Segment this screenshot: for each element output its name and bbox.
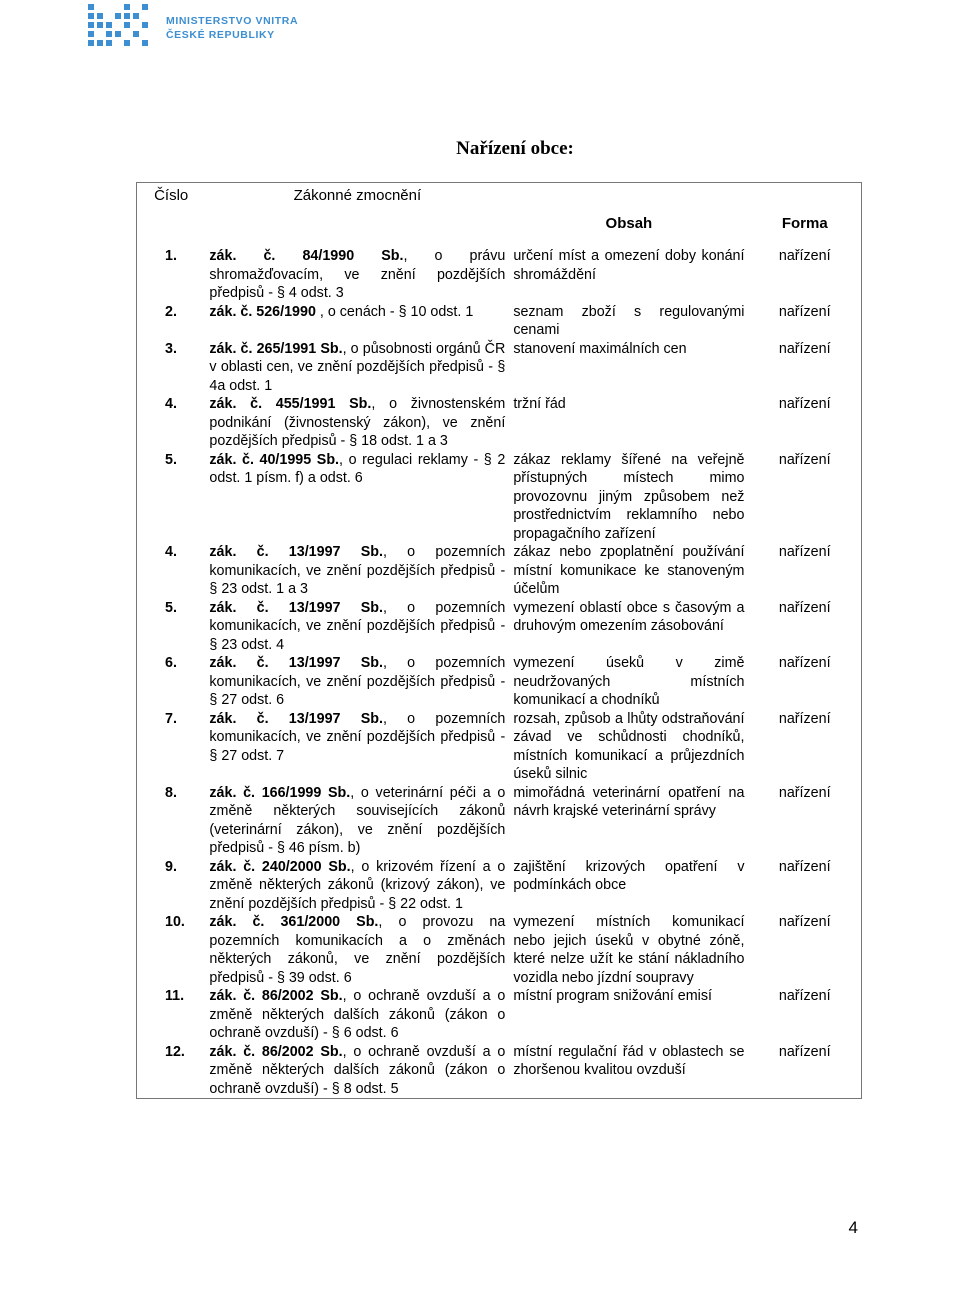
row-number: 6. bbox=[165, 655, 177, 671]
row-form: nařízení bbox=[778, 340, 831, 357]
row-content: stanovení maximálních cen bbox=[513, 340, 687, 357]
row-content: zákaz reklamy šířené na veřejně přístupných místech mimo provozovnu jiným způsobem než prostřednictvím reklamního nebo propagačního zařízení bbox=[513, 451, 745, 542]
table-row bbox=[137, 913, 862, 987]
row-number: 12. bbox=[165, 1043, 185, 1060]
row-authorization-law: zák. č. 240/2000 Sb. bbox=[209, 858, 351, 875]
row-form: nařízení bbox=[778, 710, 831, 727]
row-number: 5. bbox=[165, 451, 177, 468]
row-authorization bbox=[205, 710, 509, 784]
row-authorization-law: zák. č. 361/2000 Sb. bbox=[209, 914, 379, 930]
ministry-logo-icon bbox=[86, 2, 158, 54]
page-number: 4 bbox=[848, 1218, 858, 1237]
row-form: nařízení bbox=[778, 914, 831, 930]
row-number: 4. bbox=[165, 396, 177, 412]
ministry-name bbox=[166, 14, 298, 42]
row-authorization-law: zák. č. 84/1990 Sb. bbox=[209, 248, 404, 264]
row-content: místní program snižování emisí bbox=[513, 988, 712, 1004]
ministry-name-line1: MINISTERSTVO VNITRA bbox=[166, 15, 299, 27]
row-authorization-text: , o ochraně ovzduší a o změně některých dalších zákonů (zákon o ochraně ovzduší) - § 6 odst. 6 bbox=[209, 988, 506, 1041]
table-row bbox=[137, 543, 862, 599]
table-row bbox=[137, 858, 862, 914]
row-authorization-text: , o provozu na pozemních komunikacích a o změnách některých zákonů, ve znění pozdějších předpisů - § 39 odst. 6 bbox=[209, 914, 506, 986]
row-content: vymezení oblastí obce s časovým a druhovým omezením zásobování bbox=[513, 599, 745, 634]
table-row bbox=[137, 987, 862, 1043]
row-authorization-text: , o ochraně ovzduší a o změně některých dalších zákonů (zákon o ochraně ovzduší) - § 8 odst. 5 bbox=[209, 1043, 506, 1097]
regulations-table bbox=[136, 182, 862, 1099]
table-body bbox=[137, 247, 862, 1099]
row-number: 11. bbox=[165, 988, 185, 1004]
row-number: 2. bbox=[165, 303, 177, 320]
row-content: vymezení místních komunikací nebo jejich úseků v obytné zóně, které nelze užít ke stání nákladního vozidla nebo jízdní soupravy bbox=[513, 914, 745, 986]
row-authorization bbox=[205, 303, 509, 340]
row-number: 4. bbox=[165, 544, 177, 560]
table-row bbox=[137, 599, 862, 655]
table-row bbox=[137, 395, 862, 451]
row-number: 1. bbox=[165, 248, 177, 264]
row-authorization bbox=[205, 858, 509, 914]
row-authorization-text: , o pozemních komunikacích, ve znění pozdějších předpisů - § 27 odst. 6 bbox=[209, 655, 506, 708]
table-row bbox=[137, 654, 862, 710]
row-authorization-law: zák. č. 86/2002 Sb. bbox=[209, 1043, 343, 1060]
row-form: nařízení bbox=[778, 599, 831, 616]
row-authorization-law: zák. č. 166/1999 Sb. bbox=[209, 784, 351, 801]
row-authorization-law: zák. č. 265/1991 Sb. bbox=[209, 340, 343, 357]
row-authorization-law: zák. č. 13/1997 Sb. bbox=[209, 599, 383, 616]
column-header-number: Číslo bbox=[154, 187, 189, 204]
column-header-form: Forma bbox=[781, 214, 828, 232]
row-authorization bbox=[205, 395, 509, 451]
row-content: vymezení úseků v zimě neudržovaných místních komunikací a chodníků bbox=[513, 655, 745, 708]
ministry-name-line2: ČESKÉ REPUBLIKY bbox=[166, 29, 275, 41]
row-authorization bbox=[205, 599, 509, 655]
ministry-logo bbox=[86, 2, 298, 54]
row-authorization-text: , o působnosti orgánů ČR v oblasti cen, ve znění pozdějších předpisů - § 4a odst. 1 bbox=[209, 340, 506, 394]
row-form: nařízení bbox=[778, 544, 831, 560]
row-authorization-text: , o krizovém řízení a o změně některých zákonů (krizový zákon), ve znění pozdějších předpisů - § 22 odst. 1 bbox=[209, 858, 506, 912]
row-number: 3. bbox=[165, 340, 177, 357]
row-number: 5. bbox=[165, 599, 177, 616]
row-content: rozsah, způsob a lhůty odstraňování závad ve schůdnosti chodníků, místních komunikací a průjezdních úseků silnic bbox=[513, 710, 745, 782]
row-authorization bbox=[205, 340, 509, 396]
row-authorization bbox=[205, 987, 509, 1043]
row-authorization-text: , o pozemních komunikacích, ve znění pozdějších předpisů - § 23 odst. 4 bbox=[209, 599, 506, 653]
row-number: 8. bbox=[165, 784, 177, 801]
table-row bbox=[137, 784, 862, 858]
row-authorization-text: , o pozemních komunikacích, ve znění pozdějších předpisů - § 27 odst. 7 bbox=[209, 710, 506, 764]
row-number: 10. bbox=[165, 914, 185, 930]
row-authorization bbox=[205, 1043, 509, 1099]
row-authorization-text: , o právu shromažďovacím, ve znění pozdějších předpisů - § 4 odst. 3 bbox=[209, 248, 506, 301]
table-row bbox=[137, 710, 862, 784]
row-form: nařízení bbox=[778, 988, 831, 1004]
table-header-row bbox=[137, 183, 862, 248]
table-row bbox=[137, 451, 862, 544]
row-form: nařízení bbox=[778, 248, 831, 264]
table-row bbox=[137, 340, 862, 396]
row-authorization-law: zák. č. 13/1997 Sb. bbox=[209, 710, 383, 727]
column-header-content: Obsah bbox=[605, 214, 653, 232]
row-content: seznam zboží s regulovanými cenami bbox=[513, 303, 745, 338]
row-authorization bbox=[205, 784, 509, 858]
table-row bbox=[137, 1043, 862, 1099]
row-authorization-law: zák. č. 13/1997 Sb. bbox=[209, 655, 383, 671]
row-content: určení míst a omezení doby konání shromáždění bbox=[513, 248, 745, 283]
row-authorization bbox=[205, 913, 509, 987]
row-authorization-law: zák. č. 13/1997 Sb. bbox=[209, 544, 383, 560]
row-content: mimořádná veterinární opatření na návrh krajské veterinární správy bbox=[513, 784, 745, 819]
row-authorization bbox=[205, 654, 509, 710]
row-form: nařízení bbox=[778, 858, 831, 875]
row-content: místní regulační řád v oblastech se zhoršenou kvalitou ovzduší bbox=[513, 1043, 745, 1078]
row-form: nařízení bbox=[778, 1043, 831, 1060]
row-number: 9. bbox=[165, 858, 177, 875]
row-authorization-text: , o veterinární péči a o změně některých souvisejících zákonů (veterinární zákon), ve znění pozdějších předpisů - § 46 písm. b) bbox=[209, 784, 506, 856]
table-row bbox=[137, 303, 862, 340]
row-authorization-law: zák. č. 526/1990 bbox=[209, 303, 316, 320]
row-authorization-law: zák. č. 86/2002 Sb. bbox=[209, 988, 343, 1004]
row-number: 7. bbox=[165, 710, 177, 727]
page-title: Nařízení obce: bbox=[456, 138, 574, 159]
row-authorization bbox=[205, 247, 509, 303]
row-authorization-law: zák. č. 40/1995 Sb. bbox=[209, 451, 340, 468]
column-header-authorization: Zákonné zmocnění bbox=[293, 187, 422, 204]
row-form: nařízení bbox=[778, 655, 831, 671]
row-authorization bbox=[205, 543, 509, 599]
row-authorization-law: zák. č. 455/1991 Sb. bbox=[209, 396, 372, 412]
row-form: nařízení bbox=[778, 451, 831, 468]
row-content: zákaz nebo zpoplatnění používání místní komunikace ke stanoveným účelům bbox=[513, 544, 745, 597]
row-form: nařízení bbox=[778, 396, 831, 412]
row-authorization-text: , o regulaci reklamy - § 2 odst. 1 písm. f) a odst. 6 bbox=[209, 451, 506, 486]
row-authorization-text: , o cenách - § 10 odst. 1 bbox=[315, 303, 474, 320]
table-row bbox=[137, 247, 862, 303]
row-content: tržní řád bbox=[513, 396, 566, 412]
row-authorization-text: , o pozemních komunikacích, ve znění pozdějších předpisů - § 23 odst. 1 a 3 bbox=[209, 544, 506, 597]
row-form: nařízení bbox=[778, 784, 831, 801]
row-authorization bbox=[205, 451, 509, 544]
row-authorization-text: , o živnostenském podnikání (živnostenský zákon), ve znění pozdějších předpisů - § 18 odst. 1 a 3 bbox=[209, 396, 506, 449]
row-form: nařízení bbox=[778, 303, 831, 320]
row-content: zajištění krizových opatření v podmínkách obce bbox=[513, 858, 745, 893]
